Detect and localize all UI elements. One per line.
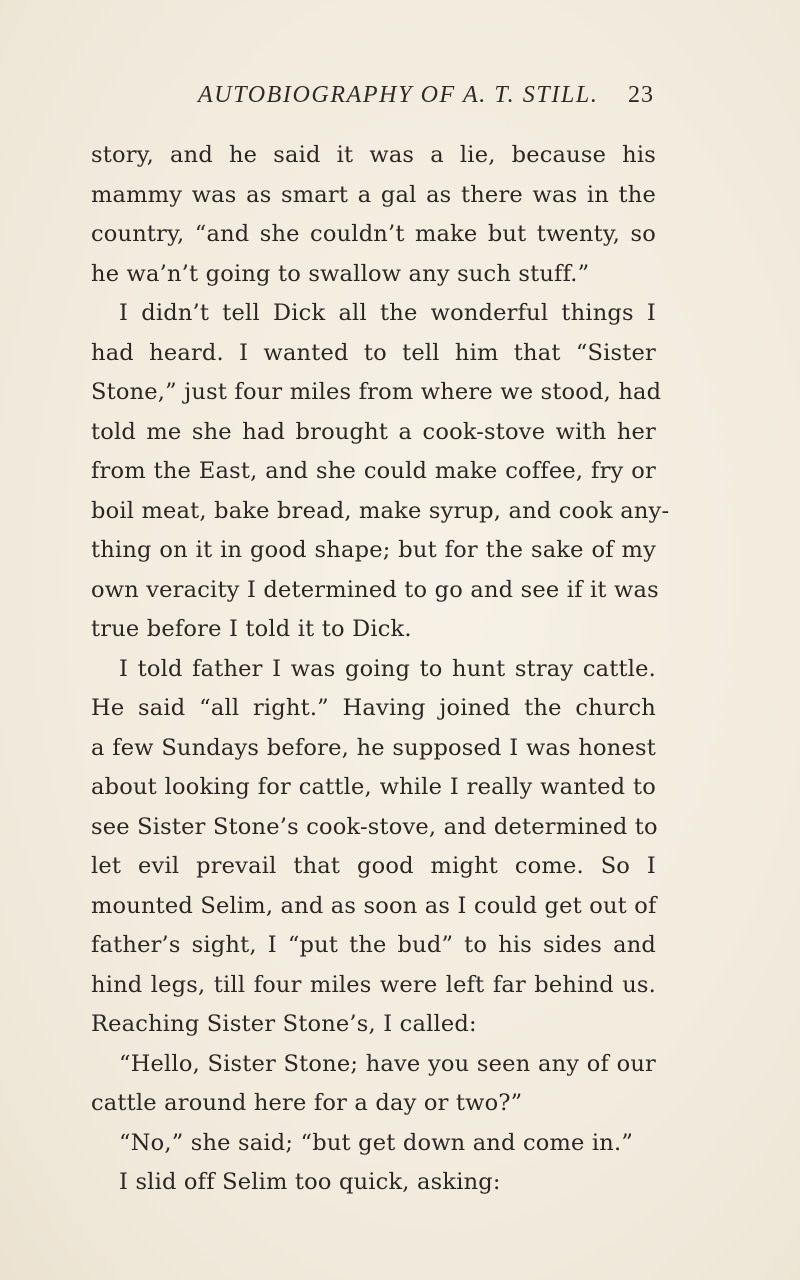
- text-line: hind legs, till four miles were left far behind us.: [91, 971, 656, 998]
- text-line: story, and he said it was a lie, because his: [91, 142, 656, 168]
- text-line: I didn’t tell Dick all the wonderful things I: [119, 300, 656, 326]
- text-line: cattle around here for a day or two?”: [91, 1090, 523, 1116]
- text-line: about looking for cattle, while I really wanted to: [91, 774, 656, 800]
- text-line: let evil prevail that good might come. So I: [91, 853, 656, 879]
- text-line: mammy was as smart a gal as there was in the: [91, 181, 656, 208]
- text-line: own veracity I determined to go and see if it was: [91, 576, 659, 603]
- text-line: father’s sight, I “put the bud” to his sides and: [91, 932, 656, 958]
- text-line: “Hello, Sister Stone; have you seen any of our: [119, 1050, 656, 1077]
- text-line: mounted Selim, and as soon as I could get out of: [91, 892, 657, 919]
- text-line: a few Sundays before, he supposed I was honest: [91, 734, 656, 761]
- body-text: [91, 136, 670, 1203]
- text-line: I told father I was going to hunt stray cattle.: [119, 655, 656, 682]
- text-line: had heard. I wanted to tell him that “Sister: [91, 339, 656, 366]
- text-line: he wa’n’t going to swallow any such stuff.”: [91, 260, 590, 287]
- text-line: country, “and she couldn’t make but twenty, so: [91, 221, 656, 247]
- text-line: from the East, and she could make coffee, fry or: [91, 458, 656, 484]
- text-line: boil meat, bake bread, make syrup, and cook any-: [91, 497, 670, 524]
- text-line: I slid off Selim too quick, asking:: [119, 1169, 501, 1195]
- text-line: Reaching Sister Stone’s, I called:: [91, 1011, 477, 1037]
- running-title: AUTOBIOGRAPHY OF A. T. STILL.: [198, 82, 599, 108]
- text-line: “No,” she said; “but get down and come in.”: [119, 1129, 634, 1156]
- text-line: He said “all right.” Having joined the church: [91, 695, 656, 721]
- text-line: told me she had brought a cook-stove with her: [91, 418, 656, 445]
- running-header: [198, 82, 654, 112]
- text-line: true before I told it to Dick.: [91, 616, 412, 642]
- page-number: 23: [628, 82, 654, 108]
- text-line: Stone,” just four miles from where we stood, had: [91, 379, 662, 405]
- text-line: thing on it in good shape; but for the sake of my: [91, 537, 656, 563]
- text-line: see Sister Stone’s cook-stove, and determined to: [91, 813, 658, 840]
